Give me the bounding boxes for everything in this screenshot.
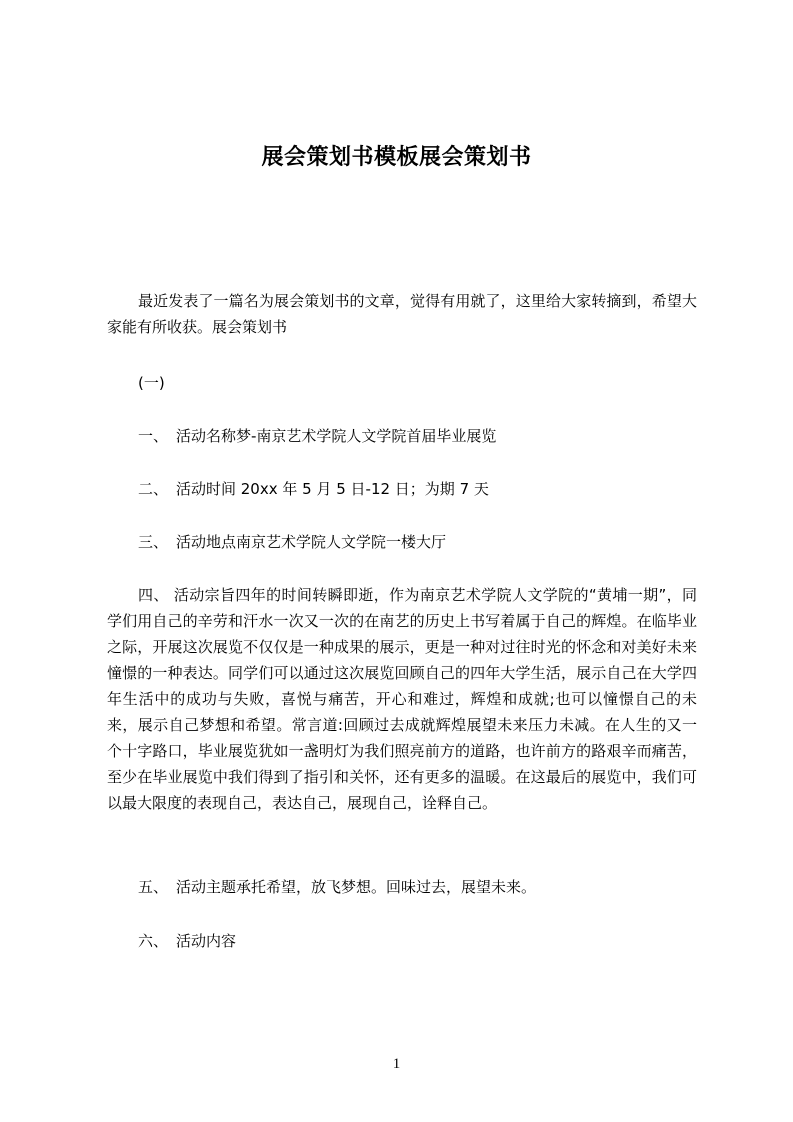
section-3-number: 三、 (138, 533, 169, 551)
section-4-number: 四、 (138, 586, 169, 604)
part-label: (一) (138, 374, 165, 392)
section-2-number: 二、 (138, 480, 169, 498)
section-6 (107, 928, 728, 954)
section-5 (107, 874, 728, 900)
section-3-text: 活动地点南京艺术学院人文学院一楼大厅 (176, 533, 447, 551)
section-5-number: 五、 (138, 878, 169, 896)
section-5-text: 活动主题承托希望，放飞梦想。回味过去，展望未来。 (176, 878, 537, 896)
section-2 (107, 476, 728, 502)
section-1-text: 活动名称梦-南京艺术学院人文学院首届毕业展览 (176, 427, 497, 445)
section-6-text: 活动内容 (176, 932, 237, 950)
section-2-text: 活动时间 20xx 年 5 月 5 日-12 日；为期 7 天 (176, 480, 489, 498)
section-3 (107, 529, 728, 555)
section-4 (107, 582, 697, 816)
section-4-text: 活动宗旨四年的时间转瞬即逝，作为南京艺术学院人文学院的“黄埔一期”，同学们用自己的辛劳和汗水一次又一次的在南艺的历史上书写着属于自己的辉煌。在临毕业之际，开展这次展览不仅仅是一种成果的展示，更是一种对过往时光的怀念和对美好未来憧憬的一种表达。同学们可以通过这次展览回顾自己的四年大学生活，展示自己在大学四年生活中的成功与失败，喜悦与痛苦，开心和难过，辉煌和成就;也可以憧憬自己的未来，展示自己梦想和希望。常言道:回顾过去成就辉煌展望未来压力未减。在人生的又一个十字路口，毕业展览犹如一盏明灯为我们照亮前方的道路，也许前方的路艰辛而痛苦，至少在毕业展览中我们得到了指引和关怀，还有更多的温暖。在这最后的展览中，我们可以最大限度的表现自己，表达自己，展现自己，诠释自己。 (107, 586, 697, 812)
page-title: 展会策划书模板展会策划书 (261, 145, 532, 170)
section-1 (107, 423, 728, 449)
page-number: 1 (392, 1056, 401, 1072)
section-6-number: 六、 (138, 932, 169, 950)
section-1-number: 一、 (138, 427, 169, 445)
intro-paragraph: 最近发表了一篇名为展会策划书的文章，觉得有用就了，这里给大家转摘到，希望大家能有所收获。展会策划书 (107, 292, 697, 336)
